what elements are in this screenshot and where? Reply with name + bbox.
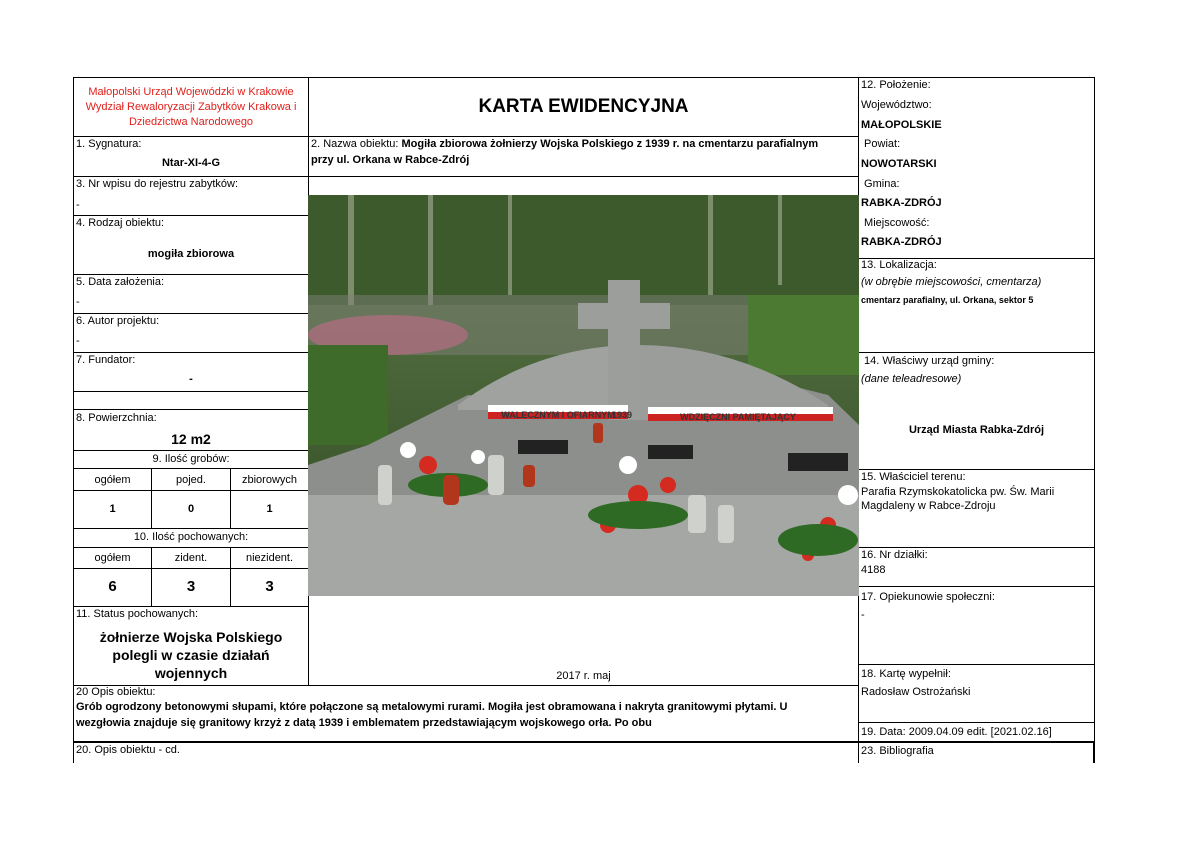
register-value: - bbox=[76, 199, 80, 211]
cell-blank bbox=[73, 391, 309, 410]
localization-value: cmentarz parafialny, ul. Orkana, sektor 5 bbox=[861, 295, 1034, 305]
buried-header: zident. bbox=[174, 552, 208, 564]
location-label: 12. Położenie: bbox=[861, 79, 931, 91]
cell-20 bbox=[73, 685, 859, 742]
commune-label: Gmina: bbox=[861, 178, 900, 190]
bibliography-label: 23. Bibliografia bbox=[861, 745, 934, 757]
localization-cell bbox=[858, 258, 1095, 353]
institution-line: Dziedzictwa Narodowego bbox=[128, 116, 254, 128]
institution-line: Wydział Rewaloryzacji Zabytków Krakowa i bbox=[85, 101, 297, 113]
commune-office-cell bbox=[858, 352, 1095, 470]
guardians-label: 17. Opiekunowie społeczni: bbox=[861, 591, 995, 603]
commune-office-hint: (dane teleadresowe) bbox=[861, 373, 962, 385]
object-name-label: 2. Nazwa obiektu: bbox=[311, 138, 402, 150]
area-value: 12 m2 bbox=[171, 431, 211, 447]
buried-count-label: 10. Ilość pochowanych: bbox=[133, 531, 249, 543]
status-line: polegli w czasie działań bbox=[112, 647, 270, 663]
owner-value: Parafia Rzymskokatolicka pw. Św. Marii bbox=[861, 486, 1055, 498]
status-line: żołnierze Wojska Polskiego bbox=[99, 629, 283, 645]
description-text: Grób ogrodzony betonowymi słupami, które połączone są metalowymi rurami. Mogiła jest obramowana i nakryta granitowymi płytami. U bbox=[76, 701, 788, 713]
locality-label: Miejscowość: bbox=[861, 217, 930, 229]
object-type-value: mogiła zbiorowa bbox=[147, 248, 235, 260]
owner-value-cont: Magdaleny w Rabce-Zdroju bbox=[861, 500, 996, 512]
founding-date-value: - bbox=[76, 296, 80, 308]
guardians-value: - bbox=[861, 609, 865, 621]
object-name bbox=[311, 138, 818, 150]
localization-label: 13. Lokalizacja: bbox=[861, 259, 937, 271]
buried-value: 3 bbox=[265, 578, 274, 595]
graves-count-label: 9. Ilość grobów: bbox=[152, 453, 230, 465]
graves-header: zbiorowych bbox=[241, 474, 298, 486]
voivodeship-label: Województwo: bbox=[861, 99, 932, 111]
graves-header: ogółem bbox=[94, 474, 131, 486]
burial-status-value bbox=[73, 628, 309, 682]
register-label: 3. Nr wpisu do rejestru zabytków: bbox=[76, 178, 239, 190]
inscription-right: WDZIĘCZNI PAMIĘTAJĄCY bbox=[680, 412, 796, 422]
founder-label: 7. Fundator: bbox=[76, 354, 136, 366]
graves-value: 0 bbox=[187, 503, 195, 515]
buried-header: ogółem bbox=[94, 552, 131, 564]
inscription-left: WALECZNYM I OFIARNYM bbox=[501, 410, 615, 420]
institution-line: Małopolski Urząd Wojewódzki w Krakowie bbox=[88, 86, 294, 98]
buried-value: 6 bbox=[108, 578, 117, 595]
description-text-cont: wezgłowia znajduje się granitowy krzyż z datą 1939 i emblematem przedstawiającym wojskowego orła. Po obu bbox=[76, 717, 652, 729]
founding-date-label: 5. Data założenia: bbox=[76, 276, 165, 288]
commune-office-value: Urząd Miasta Rabka-Zdrój bbox=[908, 424, 1045, 436]
grave-photo bbox=[308, 195, 859, 596]
description-cont-label: 20. Opis obiektu - cd. bbox=[76, 744, 180, 756]
author-value: - bbox=[76, 335, 80, 347]
date-value: 19. Data: 2009.04.09 edit. [2021.02.16] bbox=[861, 726, 1052, 738]
owner-label: 15. Właściciel terenu: bbox=[861, 471, 966, 483]
object-type-label: 4. Rodzaj obiektu: bbox=[76, 217, 165, 229]
burial-status-label: 11. Status pochowanych: bbox=[76, 608, 199, 620]
photo-illustration bbox=[308, 195, 859, 596]
object-name-value: Mogiła zbiorowa żołnierzy Wojska Polskiego z 1939 r. na cmentarzu parafialnym bbox=[401, 138, 819, 150]
commune-office-label: 14. Właściwy urząd gminy: bbox=[861, 355, 995, 367]
photo-caption: 2017 r. maj bbox=[556, 670, 611, 682]
area-label: 8. Powierzchnia: bbox=[76, 412, 157, 424]
inscription-year: 1939 bbox=[611, 410, 633, 420]
object-name-value-cont: przy ul. Orkana w Rabce-Zdrój bbox=[311, 154, 470, 166]
buried-value: 3 bbox=[186, 578, 196, 595]
graves-value: 1 bbox=[109, 503, 116, 515]
filled-by-value: Radosław Ostrożański bbox=[861, 686, 971, 698]
graves-value: 1 bbox=[266, 503, 273, 515]
page-title: KARTA EWIDENCYJNA bbox=[478, 96, 689, 117]
plot-label: 16. Nr działki: bbox=[861, 549, 928, 561]
author-label: 6. Autor projektu: bbox=[76, 315, 160, 327]
locality-value: RABKA-ZDRÓJ bbox=[861, 236, 942, 248]
description-label: 20 Opis obiektu: bbox=[76, 686, 156, 698]
commune-value: RABKA-ZDRÓJ bbox=[861, 197, 942, 209]
plot-value: 4188 bbox=[861, 564, 886, 576]
county-value: NOWOTARSKI bbox=[861, 158, 937, 170]
page-bottom-margin bbox=[0, 763, 1199, 849]
voivodeship-value: MAŁOPOLSKIE bbox=[861, 119, 942, 131]
signature-value: Ntar-XI-4-G bbox=[161, 157, 221, 169]
buried-header: niezident. bbox=[245, 552, 294, 564]
graves-header: pojed. bbox=[176, 474, 206, 486]
signature-label: 1. Sygnatura: bbox=[76, 138, 142, 150]
institution-name bbox=[73, 85, 309, 130]
status-line: wojennych bbox=[154, 665, 228, 681]
founder-value: - bbox=[189, 373, 193, 385]
county-label: Powiat: bbox=[861, 138, 901, 150]
filled-by-label: 18. Kartę wypełnił: bbox=[861, 668, 951, 680]
localization-hint: (w obrębie miejscowości, cmentarza) bbox=[861, 276, 1042, 288]
